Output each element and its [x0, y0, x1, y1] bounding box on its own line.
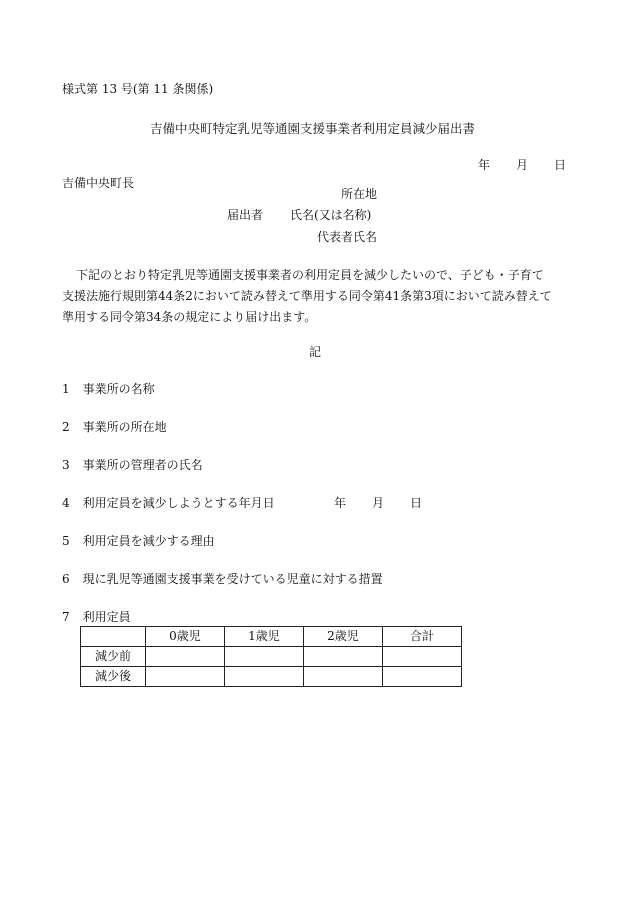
item-number: 1 [62, 382, 70, 396]
list-item [62, 609, 131, 625]
table-header-cell: 合計 [383, 627, 462, 647]
list-item [62, 495, 275, 511]
applicant-name-label: 氏名(又は名称) [290, 208, 372, 222]
item-number: 3 [62, 458, 70, 472]
table-cell [225, 667, 304, 687]
body-line: 下記のとおり特定乳児等通園支援事業者の利用定員を減少したいので、子ども・子育て [76, 268, 544, 282]
table-header-row [81, 627, 462, 647]
date-line [478, 157, 566, 173]
item-number: 2 [62, 420, 70, 434]
applicant-role-label: 届出者 [227, 208, 264, 222]
date-day-label: 日 [554, 158, 567, 172]
table-header-cell: 0歳児 [146, 627, 225, 647]
form-title: 吉備中央町特定乳児等通園支援事業者利用定員減少届出書 [150, 121, 476, 136]
item-number: 4 [62, 496, 70, 510]
reduction-day-label: 日 [410, 496, 423, 510]
item-text: 現に乳児等通園支援事業を受けている児童に対する措置 [82, 572, 383, 586]
capacity-table [80, 626, 462, 687]
body-paragraph [62, 265, 572, 328]
item-number: 5 [62, 534, 70, 548]
reduction-date-line [334, 495, 422, 511]
list-item [62, 533, 215, 549]
form-number: 様式第 13 号(第 11 条関係) [62, 82, 214, 96]
table-header-cell: 2歳児 [304, 627, 383, 647]
item-text: 事業所の所在地 [82, 420, 167, 434]
list-item [62, 457, 203, 473]
address-label: 所在地 [341, 187, 378, 201]
item-text: 事業所の管理者の氏名 [82, 458, 203, 472]
item-number: 7 [62, 610, 70, 624]
item-number: 6 [62, 572, 70, 586]
table-cell [304, 647, 383, 667]
table-row-label: 減少前 [81, 647, 146, 667]
list-item [62, 571, 383, 587]
table-cell [146, 647, 225, 667]
table-row [81, 647, 462, 667]
table-cell [383, 667, 462, 687]
date-year-label: 年 [478, 158, 491, 172]
body-line: 支援法施行規則第44条2において読み替えて準用する同令第41条第3項において読み替えて [62, 289, 552, 303]
item-text: 利用定員を減少する理由 [82, 534, 215, 548]
body-line: 準用する同令第34条の規定により届け出ます。 [62, 310, 317, 324]
date-month-label: 月 [516, 158, 529, 172]
reduction-month-label: 月 [372, 496, 385, 510]
item-text: 利用定員を減少しようとする年月日 [82, 496, 275, 510]
table-cell [146, 667, 225, 687]
representative-label: 代表者氏名 [317, 230, 378, 244]
ki-heading: 記 [309, 345, 322, 359]
table-header-cell: 1歳児 [225, 627, 304, 647]
table-cell [304, 667, 383, 687]
table-cell [383, 647, 462, 667]
item-text: 利用定員 [82, 610, 131, 624]
table-cell [225, 647, 304, 667]
list-item [62, 419, 167, 435]
table-row-label: 減少後 [81, 667, 146, 687]
table-row [81, 667, 462, 687]
table-header-cell [81, 627, 146, 647]
item-text: 事業所の名称 [82, 382, 155, 396]
list-item [62, 381, 155, 397]
addressee: 吉備中央町長 [62, 176, 135, 190]
reduction-year-label: 年 [334, 496, 347, 510]
